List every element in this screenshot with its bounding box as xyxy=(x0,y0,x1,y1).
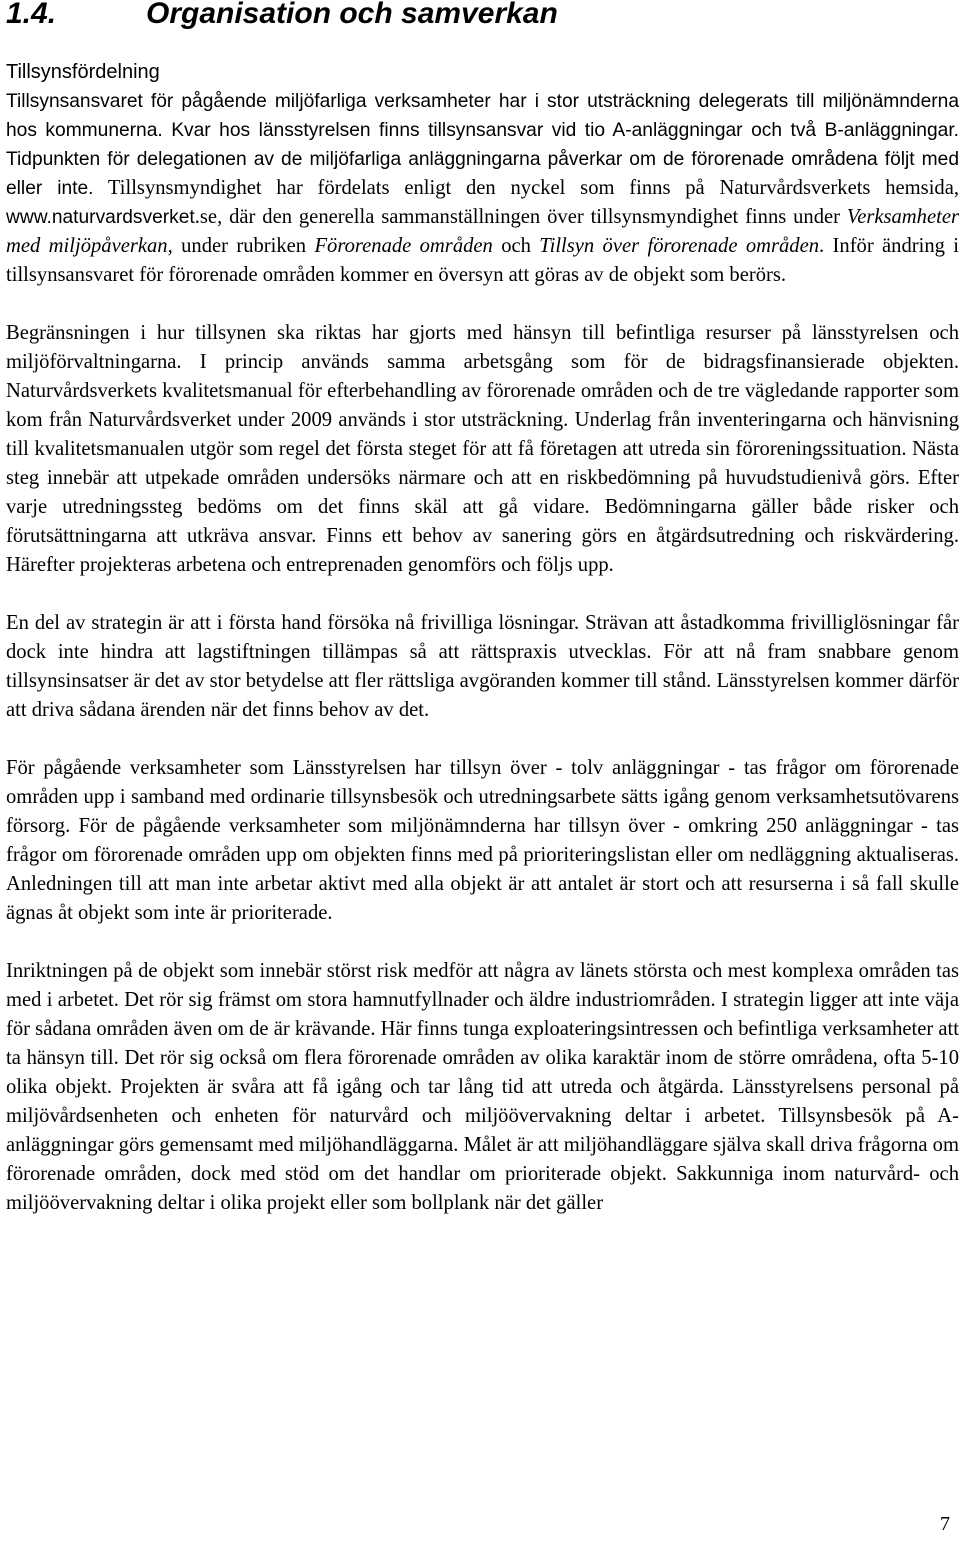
page-number: 7 xyxy=(940,1513,950,1535)
paragraph-1 xyxy=(6,87,959,290)
paragraph-1-part-d: och xyxy=(492,235,540,257)
paragraph-2: Begränsningen i hur tillsynen ska riktas har gjorts med hänsyn till befintliga resurser på länsstyrelsen och miljöförvaltningarna. I princip används samma arbetsgång som för de bidragsfinansierade objekten. Naturvårdsverkets kvalitetsmanual för efterbehandling av förorenade områden och de tre vägledande rapporter som kom från Naturvårdsverket under 2009 används i stor utsträckning. Underlag från inventeringarna och hänvisning till kvalitetsmanualen utgör som regel det första steget för att få företagen att utreda sin föroreningssituation. Nästa steg innebär att utpekade områden undersöks närmare och att en riskbedömning på huvudstudienivå görs. Efter varje utredningssteg bedöms om det finns skäl att gå vidare. Bedömningarna gäller både risker och förutsättningarna att utkräva ansvar. Finns ett behov av sanering görs en åtgärdsutredning och riskvärdering. Härefter projekteras arbetena och entreprenaden genomförs och följs upp. xyxy=(6,322,959,576)
emphasis-fororenade-omraden: Förorenade områden xyxy=(314,235,493,257)
section-number: 1.4. xyxy=(6,0,57,30)
naturvardsverket-link[interactable]: www.naturvardsverket xyxy=(6,207,195,228)
paragraph-1-part-b: , där den generella sammanställningen över tillsynsmyndighet finns under xyxy=(217,206,847,228)
paragraph-1-part-a: Tillsynsmyndighet har fördelats enligt den nyckel som finns på Naturvårdsverkets hemsida, xyxy=(93,177,960,199)
paragraph-4: För pågående verksamheter som Länsstyrelsen har tillsyn över - tolv anläggningar - tas frågor om förorenade områden upp i samband med ordinarie tillsynsbesök och utredningsarbete sätts igång genom verksamhetsutövarens försorg. För de pågående verksamheter som miljönämnderna har tillsyn över - omkring 250 anläggningar - tas frågor om förorenade områden upp om objekten finns med på prioriteringslistan eller om nedläggning aktualiseras. Anledningen till att man inte arbetar aktivt med alla objekt är att antalet är stort och att resurserna i så fall skulle ägnas åt objekt som inte är prioriterade. xyxy=(6,757,959,924)
emphasis-tillsyn: Tillsyn över förorenade områden xyxy=(539,235,820,257)
document-page xyxy=(6,0,959,1218)
section-heading xyxy=(6,0,959,32)
paragraph-1-part-e: . Inför ändring i tillsynsansvaret för förorenade områden kommer en översyn att göras av de objekt som berörs. xyxy=(6,235,960,286)
paragraph-5: Inriktningen på de objekt som innebär störst risk medför att några av länets största och mest komplexa områden tas med i arbetet. Det rör sig främst om stora hamnutfyllnader och äldre industriområden. I strategin ligger att inte väja för sådana områden även om de är krävande. Här finns tunga exploateringsintressen och befintliga verksamheter att ta hänsyn till. Det rör sig också om flera förorenade områden av olika karaktär inom de större områdena, ofta 5-10 olika objekt. Projekten är svåra att få igång och tar lång tid att utreda och åtgärda. Länsstyrelsens personal på miljövårdsenheten och enheten för naturvård och miljöövervakning deltar i arbetet. Tillsynsbesök på A-anläggningar görs gemensamt med miljöhandläggarna. Målet är att miljöhandläggare själva skall driva frågorna om förorenade områden, dock med stöd om det handlar om prioriterade objekt. Sakkunniga inom naturvård- och miljöövervakning deltar i olika projekt eller som bollplank när det gäller xyxy=(6,960,959,1214)
paragraph-1-sans-part: Tillsynsansvaret för pågående miljöfarliga verksamheter har i stor utsträckning delegerats till miljönämnderna hos kommunerna. Kvar hos länsstyrelsen finns tillsynsansvar vid tio A-anläggningar och två B-anläggningar. Tidpunkten för delegationen av de miljöfarliga anläggningarna påverkar om de förorenade områdena följt med eller inte. xyxy=(6,91,959,199)
paragraph-1-part-c: , under rubriken xyxy=(167,235,315,257)
naturvardsverket-link-tld: .se xyxy=(194,206,218,228)
subheading: Tillsynsfördelning xyxy=(6,61,160,83)
paragraph-3: En del av strategin är att i första hand försöka nå frivilliga lösningar. Strävan att åstadkomma frivilliglösningar får dock inte hindra att lagstiftningen tillämpas så att rättspraxis utvecklas. För att nå fram snabbare genom tillsynsinsatser är det av stor betydelse att fler rättsliga avgöranden kommer till stånd. Länsstyrelsen kommer därför att driva sådana ärenden när det finns behov av det. xyxy=(6,612,959,721)
section-title: Organisation och samverkan xyxy=(146,0,558,30)
emphasis-verksamheter: Verksamheter med miljöpåverkan xyxy=(6,206,959,257)
